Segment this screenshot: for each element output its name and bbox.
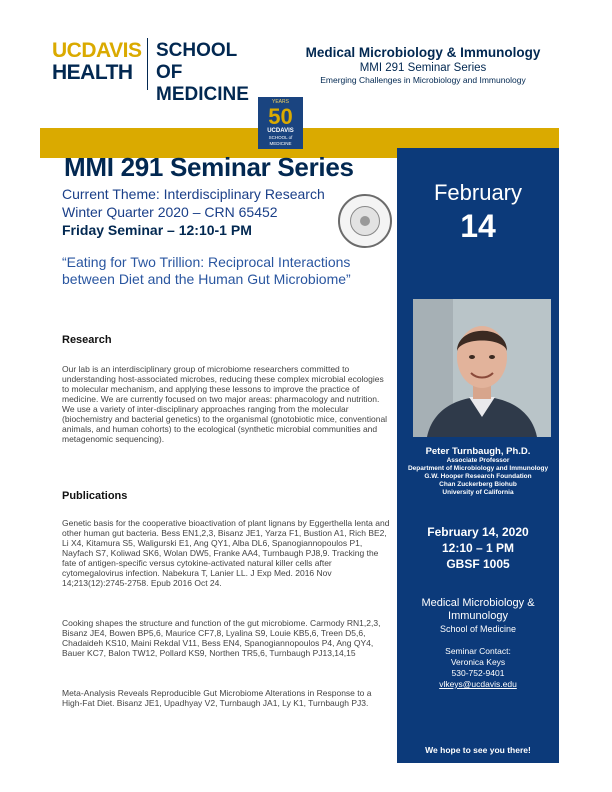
badge-number: 50 (268, 104, 293, 129)
ucdavis-health-wordmark (52, 40, 142, 84)
speaker-foundation: G.W. Hooper Research Foundation (424, 473, 532, 480)
event-details (397, 524, 559, 572)
department-name: Medical Microbiology & Immunology (305, 45, 541, 60)
research-heading: Research (62, 334, 112, 346)
speaker-university: University of California (442, 489, 514, 496)
current-theme: Current Theme: Interdisciplinary Research (62, 186, 325, 202)
publication-item: Meta-Analysis Reveals Reproducible Gut Microbiome Alterations in Response to a High-Fat Diet. Bisanz JE1, Upadhyay V2, Turnbaugh JA1, Ly K1, Turnbaugh PJ3. (62, 688, 372, 708)
speaker-name: Peter Turnbaugh, Ph.D. (425, 446, 531, 457)
seal-center (360, 216, 370, 226)
logo-school-line2: MEDICINE (156, 84, 249, 105)
contact-label: Seminar Contact: (445, 646, 511, 656)
badge-school: SCHOOL of MEDICINE (268, 135, 293, 146)
seminar-time: Friday Seminar – 12:10-1 PM (62, 222, 252, 238)
speaker-photo (413, 299, 551, 437)
publication-item: Genetic basis for the cooperative bioactivation of plant lignans by Eggerthella lenta and other human gut bacteria. Bess EN1,2,3, Bisanz JE1, Yarza F1, Bustion A1, Rich BE2, Li X4, Kitamura S5, Waligurski E1, Ang QY1, Alba DL6, Spanogiannopoulos P1, Nayfach S7, Koliwad SK6, Wolan DW5, Franke AA4, Turnbaugh PJ8,9. Tracking the fate of antigen-specific versus cytokine-activated natural killer cells after cytomegalovirus infection. Nabekura T, Lanier LL. J Exp Med. 2016 Nov 14;213(12):2745-2758. Epub 2016 Oct 24. (62, 518, 390, 588)
department-header (298, 45, 548, 86)
speaker-info (397, 446, 559, 497)
organizer-department: Medical Microbiology & Immunology (421, 597, 535, 622)
event-location: GBSF 1005 (446, 557, 510, 571)
badge-years: YEARS (272, 99, 289, 105)
fifty-years-badge (258, 97, 303, 149)
contact-phone: 530-752-9401 (451, 668, 505, 678)
date-month: February (433, 180, 523, 205)
series-subtitle: Emerging Challenges in Microbiology and Immunology (320, 75, 526, 85)
badge-ucdavis: UCDAVIS (267, 128, 294, 134)
event-date: February 14, 2020 (427, 525, 529, 539)
closing-message: We hope to see you there! (425, 745, 531, 755)
speaker-biohub: Chan Zuckerberg Biohub (439, 481, 517, 488)
speaker-portrait-icon (413, 299, 551, 437)
date-day: 14 (460, 208, 496, 244)
page-title: MMI 291 Seminar Series (64, 152, 354, 182)
logo-school-line1: SCHOOL OF (156, 40, 237, 83)
logo-uc-text: UCDAVIS (52, 39, 142, 62)
event-time: 12:10 – 1 PM (441, 541, 515, 555)
quarter-crn: Winter Quarter 2020 – CRN 65452 (62, 204, 278, 220)
speaker-department: Department of Microbiology and Immunology (407, 465, 549, 472)
school-of-medicine-wordmark (156, 40, 266, 106)
speaker-title: Associate Professor (446, 457, 510, 464)
organizer-school: School of Medicine (439, 624, 517, 634)
seminar-contact (397, 646, 559, 690)
contact-email-link[interactable]: vlkeys@ucdavis.edu (439, 679, 517, 689)
logo-divider (147, 38, 148, 90)
publications-heading: Publications (62, 490, 128, 502)
department-seal-icon (338, 194, 392, 248)
contact-name: Veronica Keys (450, 657, 506, 667)
talk-title: “Eating for Two Trillion: Reciprocal Interactions between Diet and the Human Gut Microbiome” (62, 254, 351, 287)
series-short-title: MMI 291 Seminar Series (359, 62, 487, 74)
research-body: Our lab is an interdisciplinary group of microbiome researchers committed to understanding host-associated microbes, reducing these complex microbial ecologies to molecular mechanism, and applying these lessons to improve the practice of medicine. We are currently focused on two major areas: pharmacology and nutrition. We use a variety of inter-disciplinary approaches ranging from the molecular (biochemistry and bacterial genetics) to the organismal (gnotobiotic mice, conventional animals, and human cohorts) to the ecological (synthetic microbial communities and metagenomic sequencing). (62, 364, 388, 444)
organizer (397, 597, 559, 636)
logo-health-text: HEALTH (52, 61, 133, 84)
publication-item: Cooking shapes the structure and function of the gut microbiome. Carmody RN1,2,3, Bisanz JE4, Bowen BP5,6, Maurice CF7,8, Lyalina S9, Louie KB5,6, Treen D5,6, Chadaideh KS10, Maini Rekdal V11, Bess EN4, Spanogiannopoulos P4, Ang QY4, Bauer KC7, Balon TW12, Pollard KS9, Northen TR5,6, Turnbaugh PJ13,14,15 (62, 618, 381, 658)
